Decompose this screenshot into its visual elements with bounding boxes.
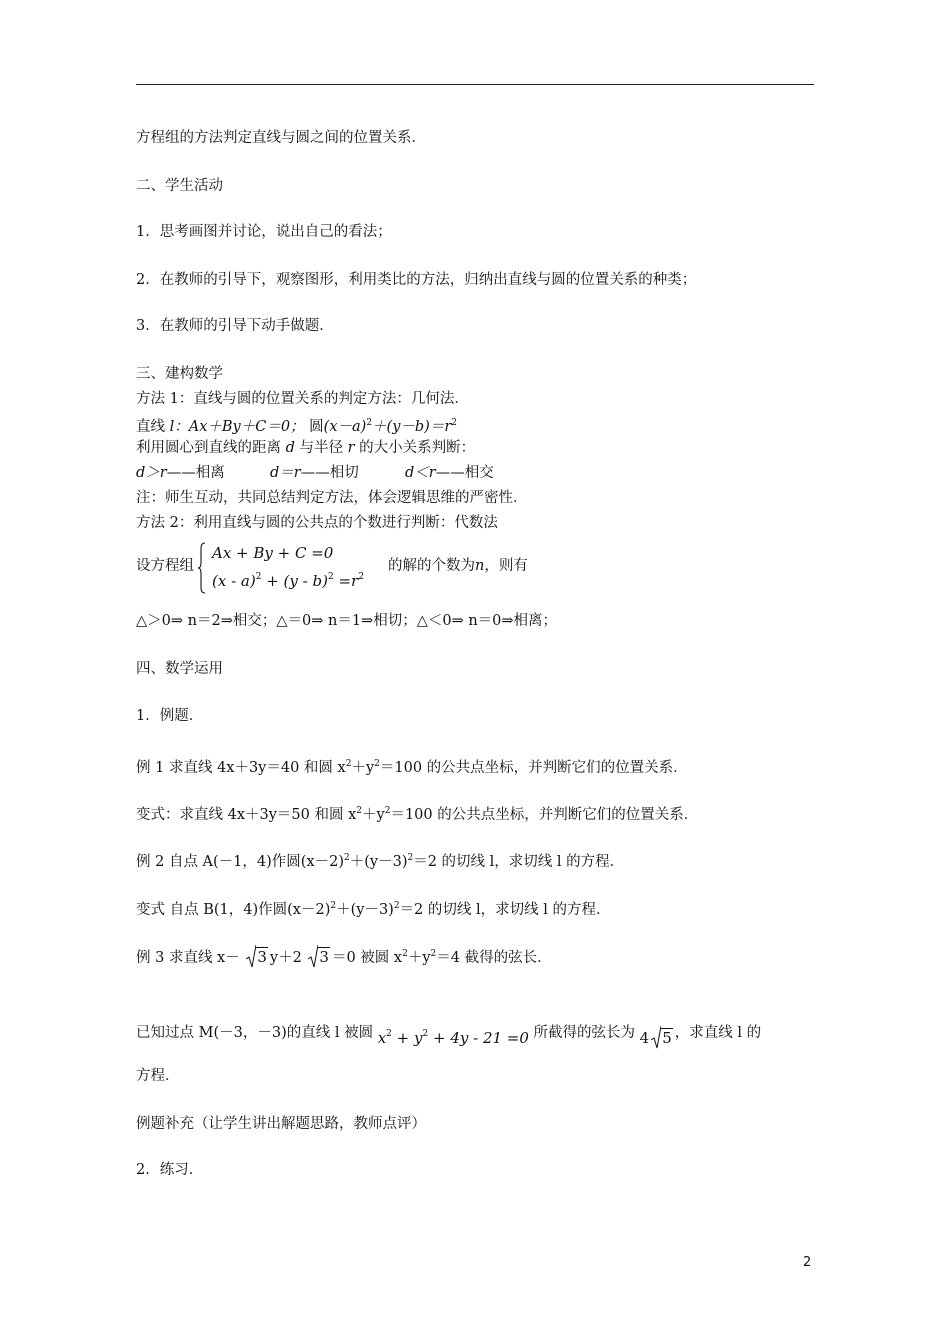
note: 注：师生互动，共同总结判定方法，体会逻辑思维的严密性． — [136, 490, 528, 506]
example-4: 已知过点 M(－3，－3)的直线 l 被圆 $x^2 + y^2 + 4y - 21 =0$ 所截得的弦长为 4 5 ，求直线 l 的 — [136, 1018, 761, 1043]
header-rule — [136, 84, 814, 85]
example-2: 例 2 自点 A(－1，4)作圆$(x-2)^2+(y-3)^2=2$ 的切线 l，求切线 l 的方程． — [136, 853, 625, 870]
radical-icon — [308, 943, 318, 969]
text-line: 方程组的方法判定直线与圆之间的位置关系． — [136, 130, 426, 146]
system-suffix: 的解的个数为n，则有 — [388, 558, 528, 574]
relation-intersect: d＜r——相交 — [405, 465, 494, 481]
sqrt-expression: 5 — [651, 1028, 673, 1048]
examples-heading: 1．例题． — [136, 708, 204, 724]
example-4-continuation: 方程． — [136, 1068, 180, 1084]
method-1: 方法 1：直线与圆的位置关系的判定方法：几何法． — [136, 391, 469, 407]
section-heading-construct-math: 三、建构数学 — [136, 366, 223, 382]
sqrt-expression: 3 — [246, 947, 268, 968]
relation-tangent: d＝r——相切 — [270, 465, 359, 481]
discriminant-cases: △＞0⇒ n＝2⇒相交；△＝0⇒ n＝1⇒相切；△＜0⇒ n＝0⇒相离； — [136, 613, 558, 629]
variant-2: 变式 自点 B(1，4)作圆$(x-2)^2+(y-3)^2=2$ 的切线 l，求切线 l 的方程． — [136, 901, 611, 918]
brace-icon — [198, 542, 206, 594]
list-item: 3．在教师的引导下动手做题． — [136, 318, 334, 334]
section-heading-math-application: 四、数学运用 — [136, 661, 223, 677]
system-equation-2: $(x - a)^2 + (y - b)^2 =r^2$ — [212, 572, 364, 590]
radical-icon — [246, 943, 256, 969]
practice-heading: 2．练习． — [136, 1162, 204, 1178]
chord-length: 4 5 — [640, 1029, 675, 1047]
variant-1: 变式：求直线 4x＋3y＝50 和圆 $x^2+y^2=100$ 的公共点坐标，并判断它们的位置关系． — [136, 806, 699, 823]
list-item: 2．在教师的引导下，观察图形，利用类比的方法，归纳出直线与圆的位置关系的种类； — [136, 272, 697, 288]
example-1: 例 1 求直线 4x＋3y＝40 和圆 $x^2+y^2=100$ 的公共点坐标，并判断它们的位置关系． — [136, 759, 688, 776]
method-2: 方法 2：利用直线与圆的公共点的个数进行判断：代数法 — [136, 515, 498, 531]
equation-system — [136, 538, 696, 598]
relation-separate: d＞r——相离 — [136, 465, 225, 481]
sqrt-expression: 3 — [308, 947, 330, 968]
circle-equation: $x^2 + y^2 + 4y - 21 =0$ — [377, 1029, 529, 1047]
line-circle-definition: 直线 l：Ax＋By＋C＝0； 圆$(x-a)^2+(y-b)=r^2$ — [136, 418, 457, 435]
list-item: 1．思考画图并讨论，说出自己的看法； — [136, 224, 392, 240]
page-number: 2 — [803, 1255, 812, 1270]
distance-criterion: 利用圆心到直线的距离 d 与半径 r 的大小关系判断： — [136, 440, 476, 456]
system-equation-1: Ax + By + C =0 — [212, 544, 334, 562]
section-heading-student-activity: 二、学生活动 — [136, 178, 223, 194]
system-prefix: 设方程组 — [136, 558, 194, 574]
example-supplement: 例题补充（让学生讲出解题思路，教师点评） — [136, 1116, 426, 1132]
example-3: 例 3 求直线 x－ 3 y＋2 3 ＝0 被圆 $x^2+y^2=4$ 截得的弦长． — [136, 944, 552, 968]
radical-icon — [651, 1024, 661, 1050]
